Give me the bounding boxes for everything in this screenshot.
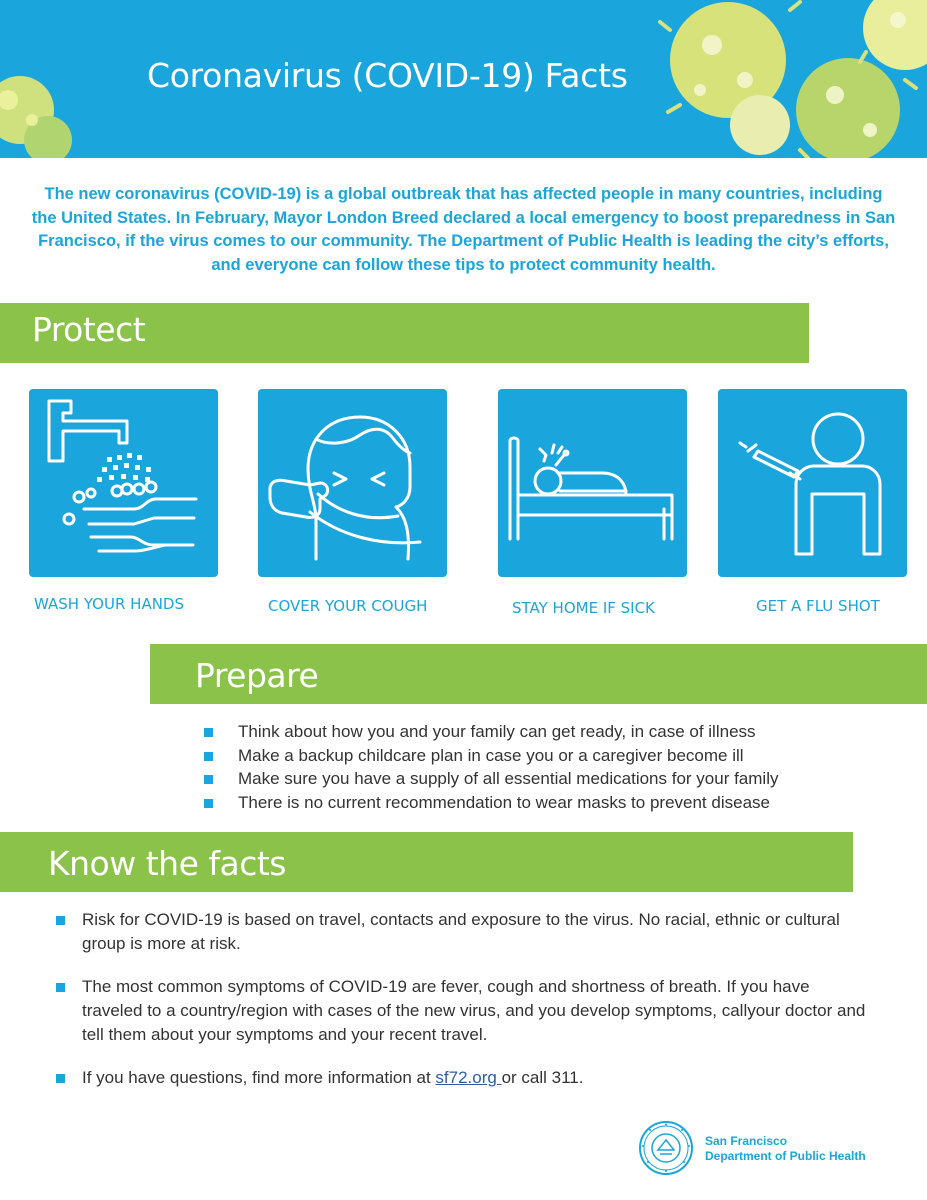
tile-label-cover-cough: COVER YOUR COUGH (268, 597, 428, 615)
page-title: Coronavirus (COVID-19) Facts (147, 56, 628, 95)
flu-shot-tile (718, 389, 907, 577)
prepare-section-bar (150, 644, 927, 704)
list-item-text: Risk for COVID-19 is based on travel, contacts and exposure to the virus. No racial, ethnic or cultural group is more at risk. (82, 910, 840, 953)
list-item (56, 975, 866, 1047)
sf72-link[interactable]: sf72.org (435, 1068, 502, 1087)
list-item (56, 1066, 866, 1090)
department-line-1: San Francisco (705, 1134, 788, 1148)
list-item (56, 908, 866, 956)
bullet-icon (204, 752, 213, 761)
list-item-text: There is no current recommendation to wear masks to prevent disease (238, 792, 770, 812)
wash-hands-icon (29, 389, 218, 577)
bullet-icon (204, 728, 213, 737)
stay-home-tile (498, 389, 687, 577)
list-item-text: Think about how you and your family can get ready, in case of illness (238, 722, 756, 741)
bullet-icon (56, 983, 65, 992)
bullet-icon (56, 1074, 65, 1083)
prepare-heading: Prepare (195, 656, 319, 695)
bullet-icon (204, 775, 213, 784)
list-item-text: Make sure you have a supply of all essential medications for your family (238, 769, 779, 788)
cover-cough-icon (258, 389, 447, 577)
bullet-icon (204, 799, 213, 808)
intro-paragraph: The new coronavirus (COVID-19) is a global outbreak that has affected people in many countries, including the United States. In February, Mayor London Breed declared a local emergency to boost preparedness in San Francisco, if the virus comes to our community. The Department of Public Health is leading the city’s efforts, and everyone can follow these tips to protect community health. (31, 185, 896, 274)
facts-heading: Know the facts (48, 844, 286, 883)
protect-section-bar (0, 303, 809, 363)
list-item-text: If you have questions, find more information at (82, 1068, 436, 1087)
wash-hands-tile (29, 389, 218, 577)
facts-list (56, 908, 866, 1109)
prepare-list (204, 720, 778, 814)
facts-section-bar (0, 832, 853, 892)
city-seal-icon (638, 1120, 694, 1176)
list-item (204, 720, 778, 744)
bullet-icon (56, 916, 65, 925)
cover-cough-tile (258, 389, 447, 577)
list-item-text-suffix: or call 311. (501, 1068, 584, 1087)
list-item (204, 744, 778, 768)
header-banner (0, 0, 927, 158)
flu-shot-icon (718, 389, 907, 577)
list-item (204, 767, 778, 791)
list-item-text: The most common symptoms of COVID-19 are fever, cough and shortness of breath. If you have traveled to a country/region with cases of the new virus, and you develop symptoms, callyour doctor and tell them about your symptoms and your recent travel. (82, 977, 866, 1044)
tile-label-stay-home: STAY HOME IF SICK (512, 599, 655, 617)
department-name (705, 1134, 866, 1164)
protect-heading: Protect (32, 310, 146, 349)
department-line-2: Department of Public Health (705, 1149, 866, 1163)
tile-label-flu-shot: GET A FLU SHOT (756, 597, 880, 615)
list-item (204, 791, 778, 815)
stay-home-icon (498, 389, 687, 577)
tile-label-wash-hands: WASH YOUR HANDS (34, 595, 184, 613)
list-item-text: Make a backup childcare plan in case you or a caregiver become ill (238, 745, 744, 765)
